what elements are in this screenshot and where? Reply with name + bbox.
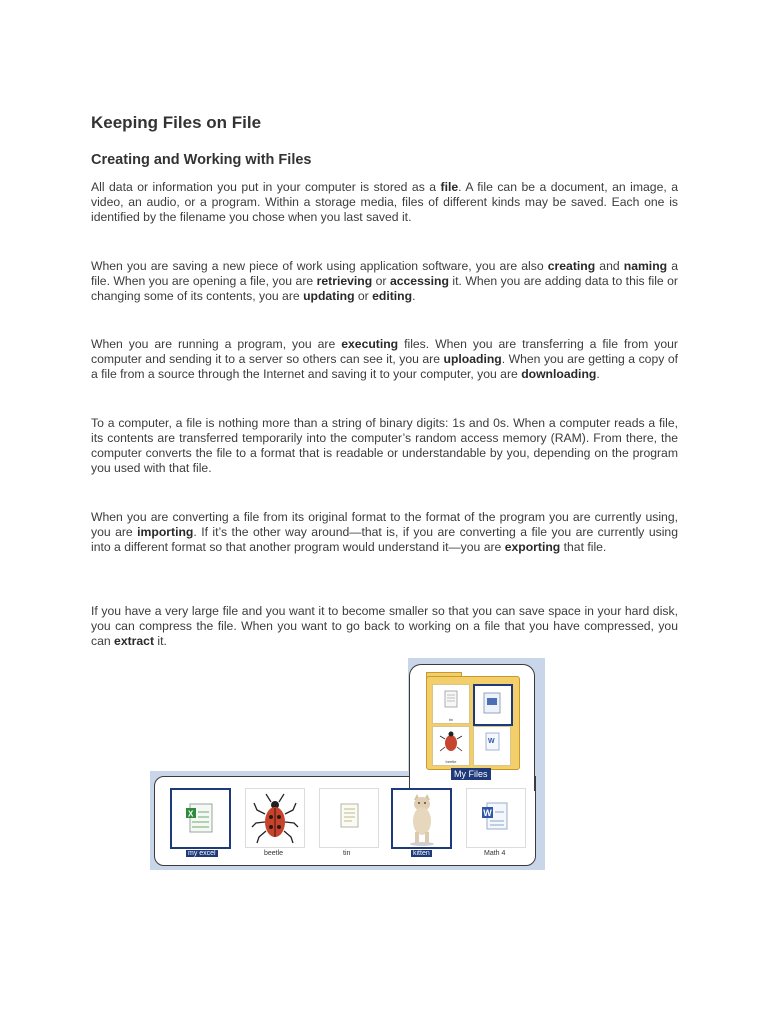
bold-term: downloading (521, 367, 597, 381)
bold-term: creating (547, 259, 596, 273)
bold-term: exporting (504, 540, 561, 554)
folder-preview-beetle (432, 726, 470, 766)
bold-term: retrieving (316, 274, 373, 288)
my-files-label[interactable]: My Files (451, 768, 491, 780)
bold-term: naming (623, 259, 668, 273)
folder-preview-label: beetle (445, 759, 457, 764)
bold-term: file (440, 180, 459, 194)
file-kitten[interactable] (391, 788, 452, 849)
folder-preview-label: tin (448, 717, 454, 722)
file-beetle[interactable] (245, 788, 305, 848)
file-label-tin[interactable]: tin (343, 850, 351, 857)
bold-term: uploading (443, 352, 502, 366)
section-heading: Creating and Working with Files (91, 152, 312, 168)
file-label-kitten[interactable]: kitten (413, 850, 430, 857)
text-file-icon (433, 685, 469, 715)
beetle-image-icon (246, 789, 304, 847)
svg-text:X: X (188, 809, 194, 819)
file-math-4[interactable] (466, 788, 526, 848)
paragraph-saving: When you are saving a new piece of work using application software, you are also creating and naming a file. When you are opening a file, you are retrieving or accessing it. When you are adding data to this file or changing some of its contents, you are updating or editing. (91, 259, 678, 303)
paragraph-compress: If you have a very large file and you want it to become smaller so that you can save space in your hard disk, you can compress the file. When you want to go back to working on a file that you have compressed, you can extract it. (91, 604, 678, 648)
paragraph-files-intro: All data or information you put in your computer is stored as a file. A file can be a document, an image, a video, an audio, or a program. Within a storage media, files of different kinds may be saved. Each one is identified by the filename you chose when you last saved it. (91, 180, 679, 224)
kitten-image-icon (393, 790, 450, 847)
word-file-icon (467, 789, 525, 847)
paragraph-executing: When you are running a program, you are executing files. When you are transferring a file from your computer and sending it to a server so others can see it, you are uploading. When you are getting a copy of a file from a source through the Internet and saving it to your computer, you are downloading. (91, 337, 678, 381)
bold-term: accessing (389, 274, 449, 288)
file-tin[interactable] (319, 788, 379, 848)
svg-text:W: W (483, 808, 492, 818)
file-explorer-figure (150, 658, 545, 870)
paragraph-binary: To a computer, a file is nothing more than a string of binary digits: 1s and 0s. When a computer reads a file, its contents are transferred temporarily into the computer’s random access memory (RAM). From there, the computer converts the file to a format that is readable or understandable by you, depending on the program you used with that file. (91, 416, 678, 475)
word-file-icon (474, 727, 510, 757)
svg-text:W: W (488, 738, 495, 745)
bold-term: editing (372, 289, 413, 303)
text-file-icon (320, 789, 378, 847)
file-label-my-excel[interactable]: my excel (188, 850, 216, 857)
folder-preview-word-file (473, 726, 511, 766)
bold-term: importing (137, 525, 194, 539)
folder-preview-selected-file (473, 684, 513, 726)
paragraph-import-export: When you are converting a file from its original format to the format of the program you are currently using, you are importing. If it’s the other way around—that is, if you are converting a file you are currently using into a different format so that another program would understand it—you are exporting that file. (91, 510, 678, 554)
beetle-icon (433, 727, 469, 757)
bold-term: extract (114, 634, 155, 648)
bold-term: updating (303, 289, 355, 303)
file-label-beetle[interactable]: beetle (264, 850, 284, 857)
document-icon (475, 686, 509, 720)
file-label-math-4[interactable]: Math 4 (484, 850, 506, 857)
file-my-excel[interactable] (170, 788, 231, 849)
folder-preview-text-file (432, 684, 470, 724)
bold-term: executing (341, 337, 399, 351)
page-title: Keeping Files on File (91, 113, 262, 132)
excel-file-icon (172, 790, 229, 847)
